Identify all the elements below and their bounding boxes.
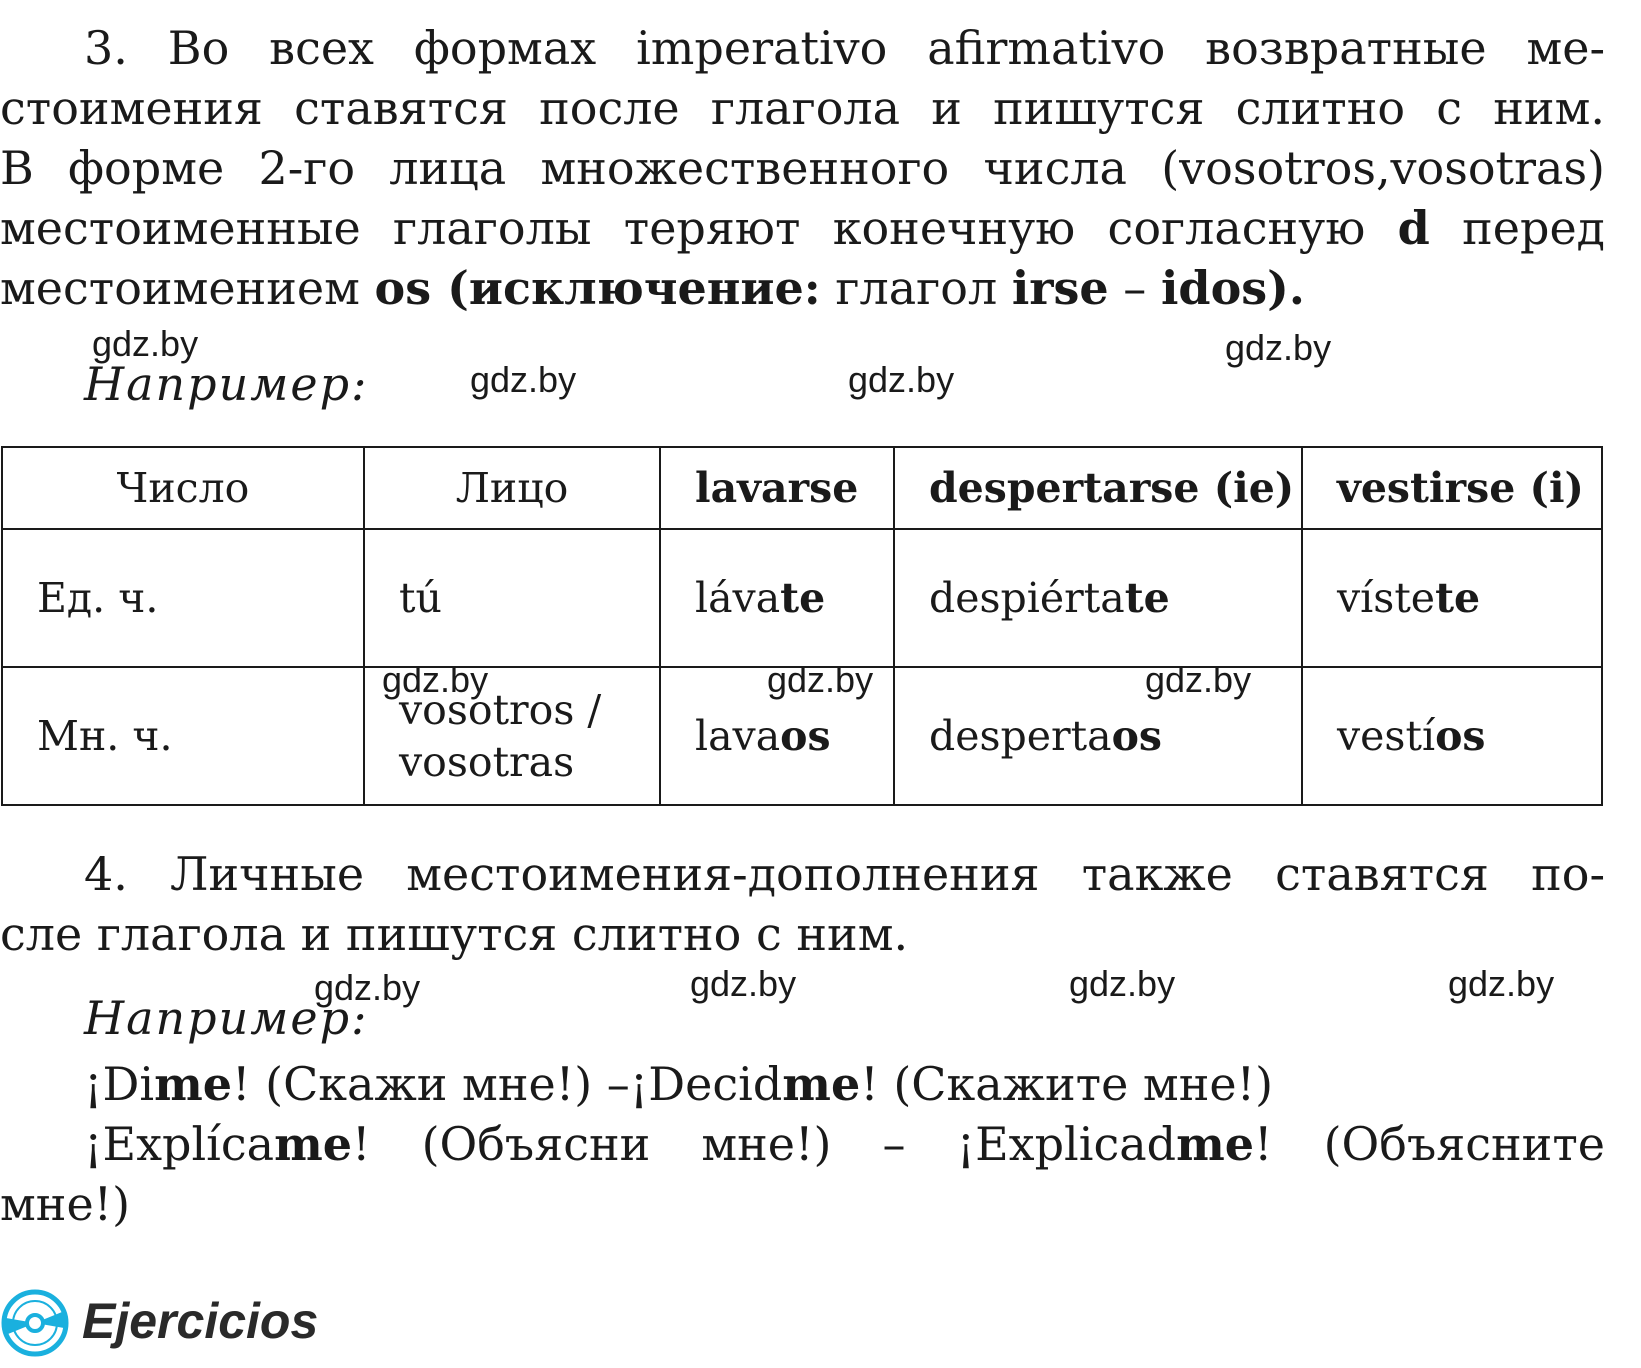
header-lavarse: lavarse (660, 447, 894, 529)
rule4-example-2: ¡Explícame! (Объясни мне!) – ¡Explicadme! (Объясните (84, 1117, 1605, 1171)
header-vestirse: vestirse (i) (1302, 447, 1602, 529)
cell-number: Мн. ч. (2, 667, 364, 805)
header-despertarse: despertarse (ie) (894, 447, 1302, 529)
watermark: gdz.by (848, 359, 955, 400)
watermark: gdz.by (690, 963, 797, 1004)
cell-despertarse: despertaos (894, 667, 1302, 805)
header-number: Число (2, 447, 364, 529)
conjugation-table (1, 446, 1603, 806)
rule3-example-label: Например: (84, 357, 369, 411)
cell-person: vosotros / vosotras (364, 667, 660, 805)
cell-vestirse: vístete (1302, 529, 1602, 667)
watermark: gdz.by (767, 659, 874, 700)
rule3-line-1: 3. Во всех формах imperativo afirmativo возвратные ме- (84, 21, 1605, 75)
watermark: gdz.by (314, 967, 421, 1008)
rule4-example-label: Например: (84, 991, 369, 1045)
watermark: gdz.by (382, 659, 489, 700)
rule4-example-1: ¡Dime! (Скажи мне!) –¡Decidme! (Скажите мне!) (84, 1057, 1274, 1111)
watermark: gdz.by (470, 359, 577, 400)
table-header-row (2, 447, 1602, 529)
table-row-singular (2, 529, 1602, 667)
compact-disc-icon (0, 1288, 70, 1358)
exercises-title: Ejercicios (82, 1293, 319, 1349)
watermark: gdz.by (1448, 963, 1555, 1004)
cell-number: Ед. ч. (2, 529, 364, 667)
rule4-line-2: сле глагола и пишутся слитно с ним. (0, 907, 909, 961)
watermark: gdz.by (1145, 659, 1252, 700)
rule4-example-2-cont: мне!) (0, 1177, 131, 1231)
watermark: gdz.by (92, 323, 199, 364)
rule3-line-5: местоимением os (исключение: глагол irse – idos). (0, 261, 1305, 315)
rule3-line-2: стоимения ставятся после глагола и пишутся слитно с ним. (0, 81, 1605, 135)
header-person: Лицо (364, 447, 660, 529)
watermark: gdz.by (1069, 963, 1176, 1004)
cell-lavarse: lavaos (660, 667, 894, 805)
watermark: gdz.by (1225, 327, 1332, 368)
cell-vestirse: vestíos (1302, 667, 1602, 805)
rule3-line-4: местоименные глаголы теряют конечную согласную d перед (0, 201, 1605, 255)
rule3-line-3: В форме 2-го лица множественного числа (vosotros,vosotras) (0, 141, 1605, 195)
cell-lavarse: lávate (660, 529, 894, 667)
cell-person: tú (364, 529, 660, 667)
rule4-line-1: 4. Личные местоимения-дополнения также ставятся по- (84, 847, 1605, 901)
cell-despertarse: despiértate (894, 529, 1302, 667)
